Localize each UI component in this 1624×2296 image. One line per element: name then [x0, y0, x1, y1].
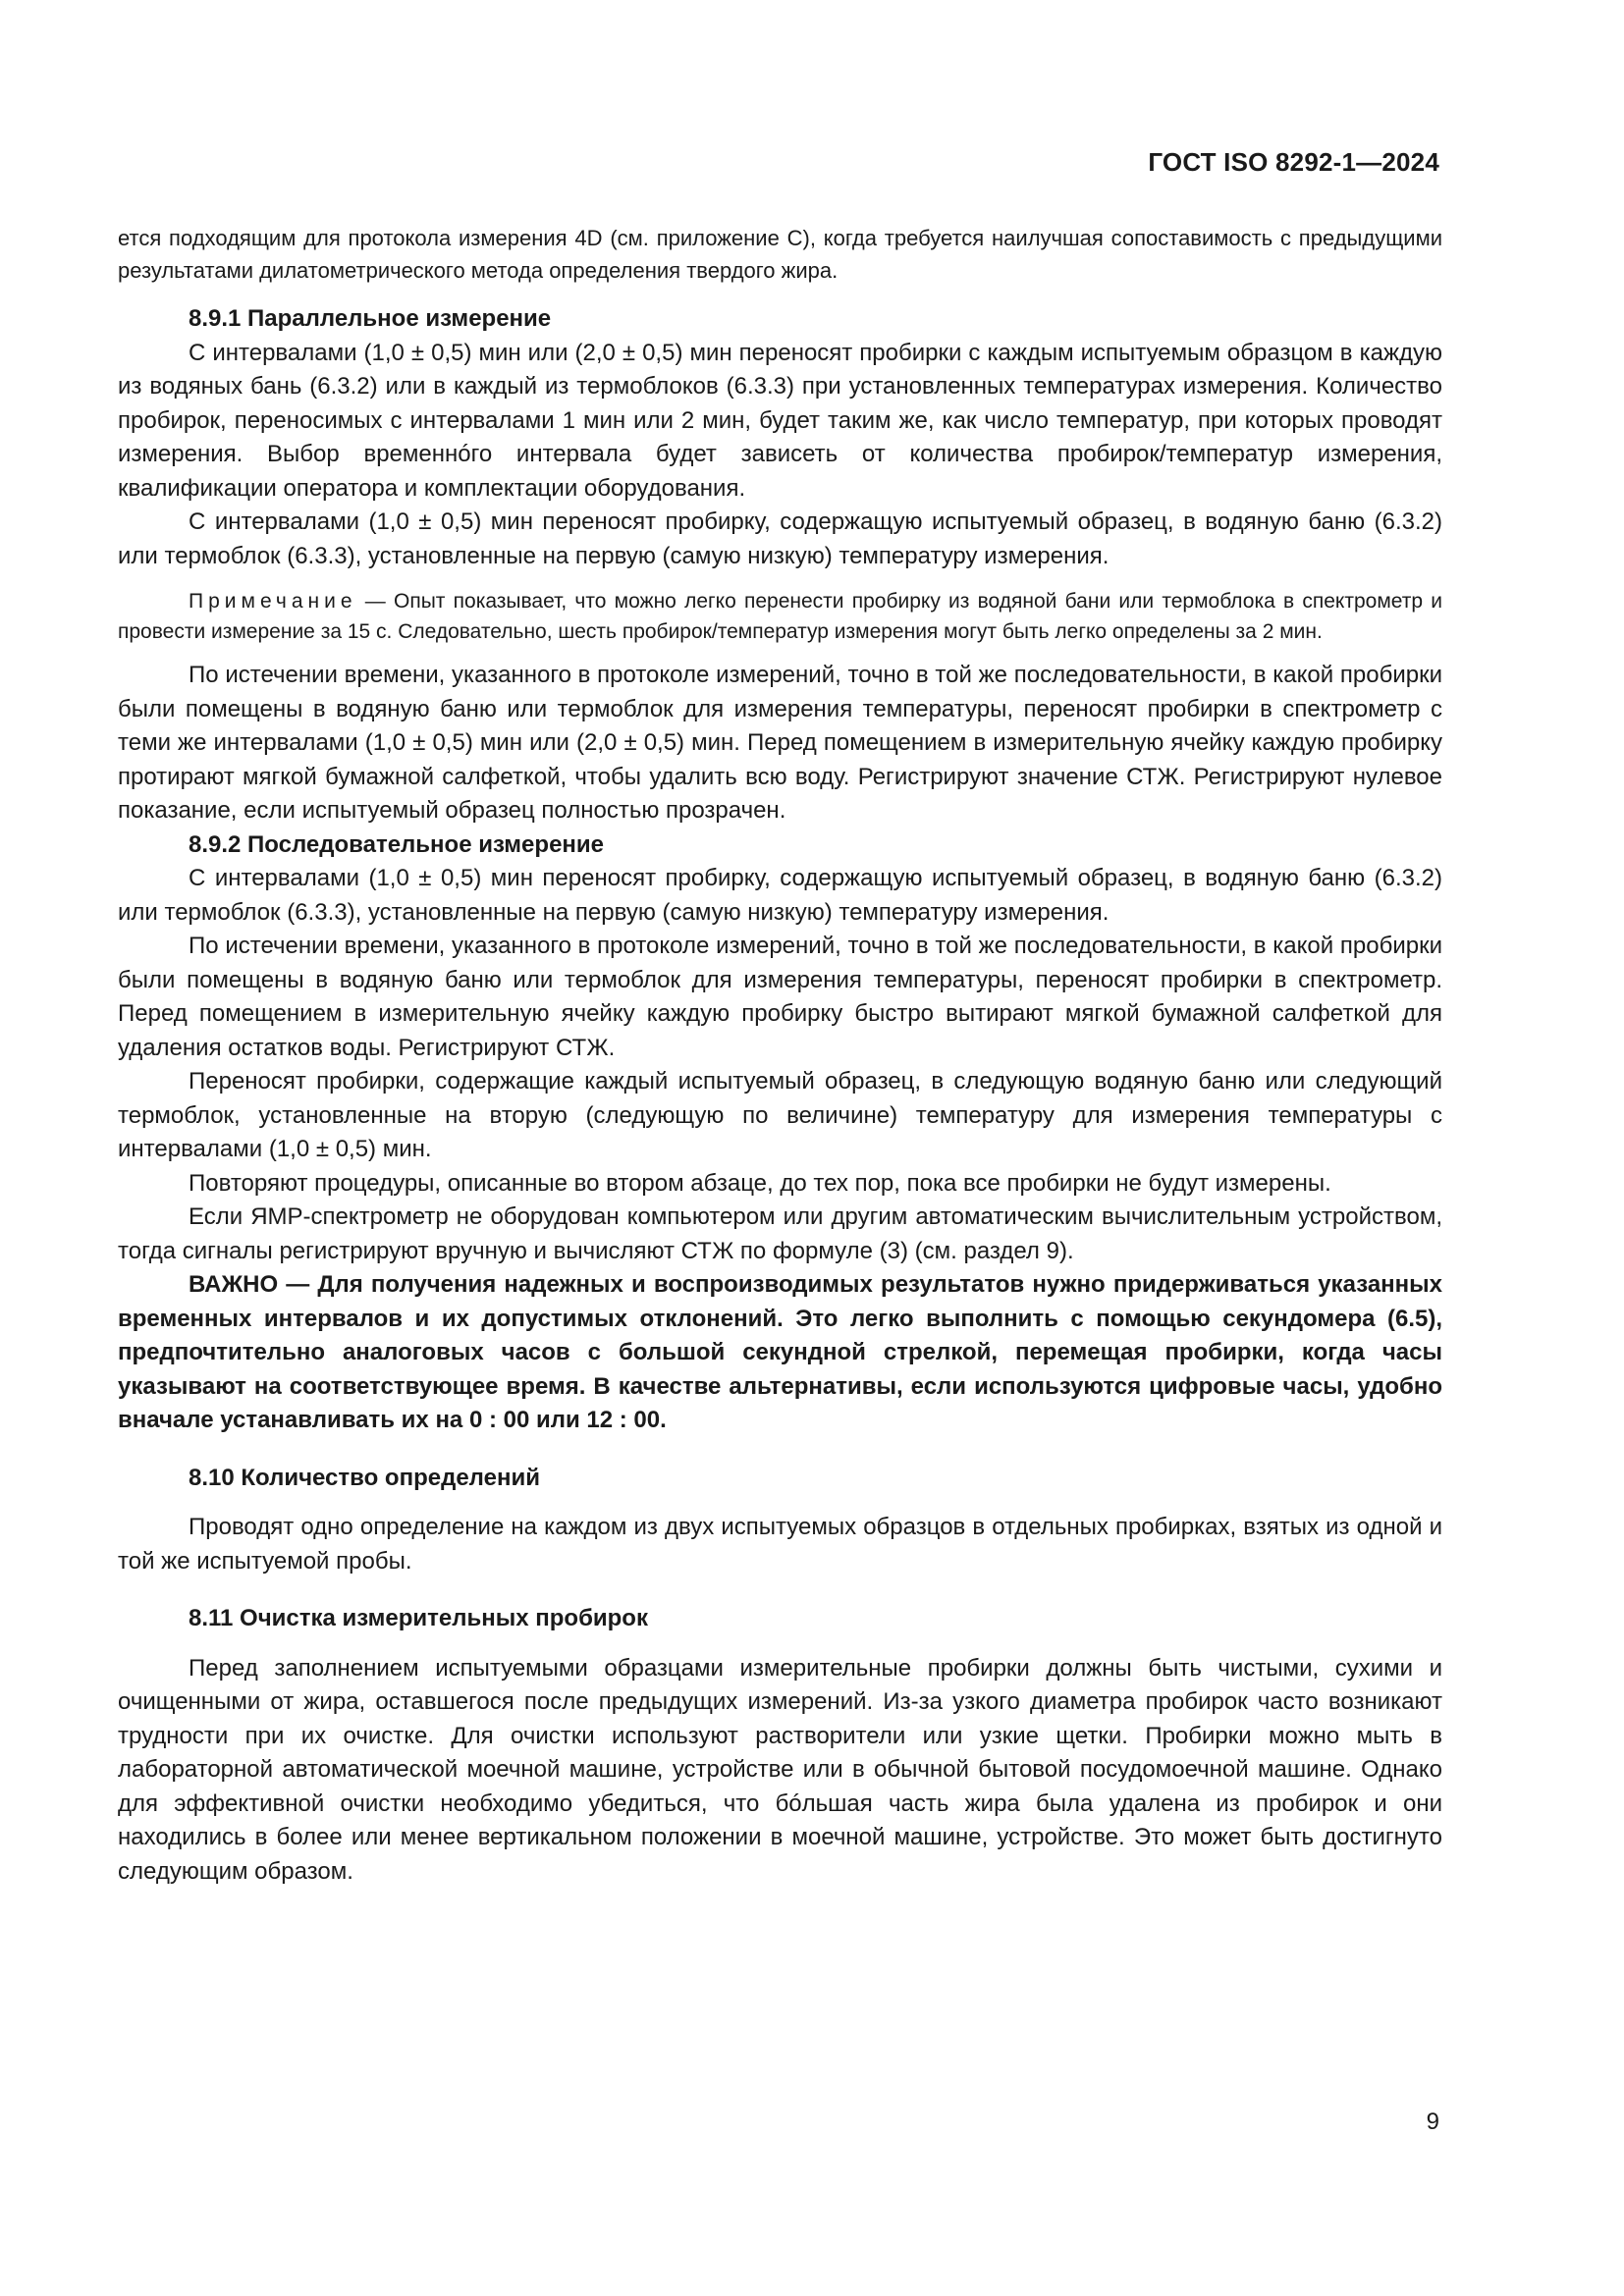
paragraph: Проводят одно определение на каждом из двух испытуемых образцов в отдельных пробирках, взятых из одной и той же испытуемой пробы.	[118, 1514, 1442, 1575]
continuation-paragraph: ется подходящим для протокола измерения 4D (см. приложение C), когда требуется наилучшая сопоставимость с предыдущими результатами дилатометрического метода определения твердого жира.	[118, 226, 1442, 283]
paragraph: С интервалами (1,0 ± 0,5) мин или (2,0 ± 0,5) мин переносят пробирки с каждым испытуемым образцом в каждую из водяных бань (6.3.2) или в каждый из термоблоков (6.3.3) при установленных температурах измерения. Количество пробирок, переносимых с интервалами 1 мин или 2 мин, будет таким же, как число температур, при которых проводят измерения. Выбор временнóго интервала будет зависеть от количества пробирок/температур измерения, квалификации оператора и комплектации оборудования.	[118, 339, 1442, 502]
paragraph: По истечении времени, указанного в протоколе измерений, точно в той же последовательности, в какой пробирки были помещены в водяную баню или термоблок для измерения температуры, переносят пробирки в спектрометр. Перед помещением в измерительную ячейку каждую пробирку быстро вытирают мягкой бумажной салфеткой для удаления остатков воды. Регистрируют СТЖ.	[118, 933, 1442, 1061]
important-notice: ВАЖНО — Для получения надежных и воспроизводимых результатов нужно придерживаться указанных временных интервалов и их допустимых отклонений. Это легко выполнить с помощью секундомера (6.5), предпочтительно аналоговых часов с большой секундной стрелкой, перемещая пробирки, когда часы указывают на соответствующее время. В качестве альтернативы, если используются цифровые часы, удобно вначале устанавливать их на 0 : 00 или 12 : 00.	[118, 1271, 1442, 1433]
paragraph: Повторяют процедуры, описанные во втором абзаце, до тех пор, пока все пробирки не будут измерены.	[189, 1169, 1331, 1197]
section-heading-8-11: 8.11 Очистка измерительных пробирок	[189, 1605, 648, 1631]
section-heading-8-10: 8.10 Количество определений	[189, 1464, 540, 1491]
note	[118, 586, 1442, 647]
paragraph: С интервалами (1,0 ± 0,5) мин переносят пробирку, содержащую испытуемый образец, в водяную баню (6.3.2) или термоблок (6.3.3), установленные на первую (самую низкую) температуру измерения.	[118, 865, 1442, 926]
page-number: 9	[1426, 2109, 1439, 2135]
note-label: Примечание	[189, 590, 357, 613]
standard-header: ГОСТ ISO 8292-1—2024	[1148, 147, 1439, 177]
paragraph: Перед заполнением испытуемыми образцами измерительные пробирки должны быть чистыми, сухими и очищенными от жира, оставшегося после предыдущих измерений. Из-за узкого диаметра пробирок часто возникают трудности при их очистке. Для очистки используют растворители или узкие щетки. Пробирки можно мыть в лабораторной автоматической моечной машине, устройстве или в обычной бытовой посудомоечной машине. Однако для эффективной очистки необходимо убедиться, что бóльшая часть жира была удалена из пробирок и они находились в более или менее вертикальном положении в моечной машине, устройстве. Это может быть достигнуто следующим образом.	[118, 1654, 1442, 1885]
paragraph: С интервалами (1,0 ± 0,5) мин переносят пробирку, содержащую испытуемый образец, в водяную баню (6.3.2) или термоблок (6.3.3), установленные на первую (самую низкую) температуру измерения.	[118, 508, 1442, 569]
paragraph: По истечении времени, указанного в протоколе измерений, точно в той же последовательности, в какой пробирки были помещены в водяную баню или термоблок для измерения температуры, переносят пробирки в спектрометр с теми же интервалами (1,0 ± 0,5) мин или (2,0 ± 0,5) мин. Перед помещением в измерительную ячейку каждую пробирку протирают мягкой бумажной салфеткой, чтобы удалить всю воду. Регистрируют значение СТЖ. Регистрируют нулевое показание, если испытуемый образец полностью прозрачен.	[118, 662, 1442, 824]
paragraph: Переносят пробирки, содержащие каждый испытуемый образец, в следующую водяную баню или следующий термоблок, установленные на вторую (следующую по величине) температуру для измерения температуры с интервалами (1,0 ± 0,5) мин.	[118, 1068, 1442, 1162]
note-text: — Опыт показывает, что можно легко перенести пробирку из водяной бани или термоблока в спектрометр и провести измерение за 15 с. Следовательно, шесть пробирок/температур измерения могут быть легко определены за 2 мин.	[118, 590, 1442, 643]
section-heading-8-9-1: 8.9.1 Параллельное измерение	[189, 305, 552, 332]
document-body	[118, 222, 1442, 1889]
section-heading-8-9-2: 8.9.2 Последовательное измерение	[189, 830, 605, 858]
paragraph: Если ЯМР-спектрометр не оборудован компьютером или другим автоматическим вычислительным устройством, тогда сигналы регистрируют вручную и вычисляют СТЖ по формуле (3) (см. раздел 9).	[118, 1203, 1442, 1264]
